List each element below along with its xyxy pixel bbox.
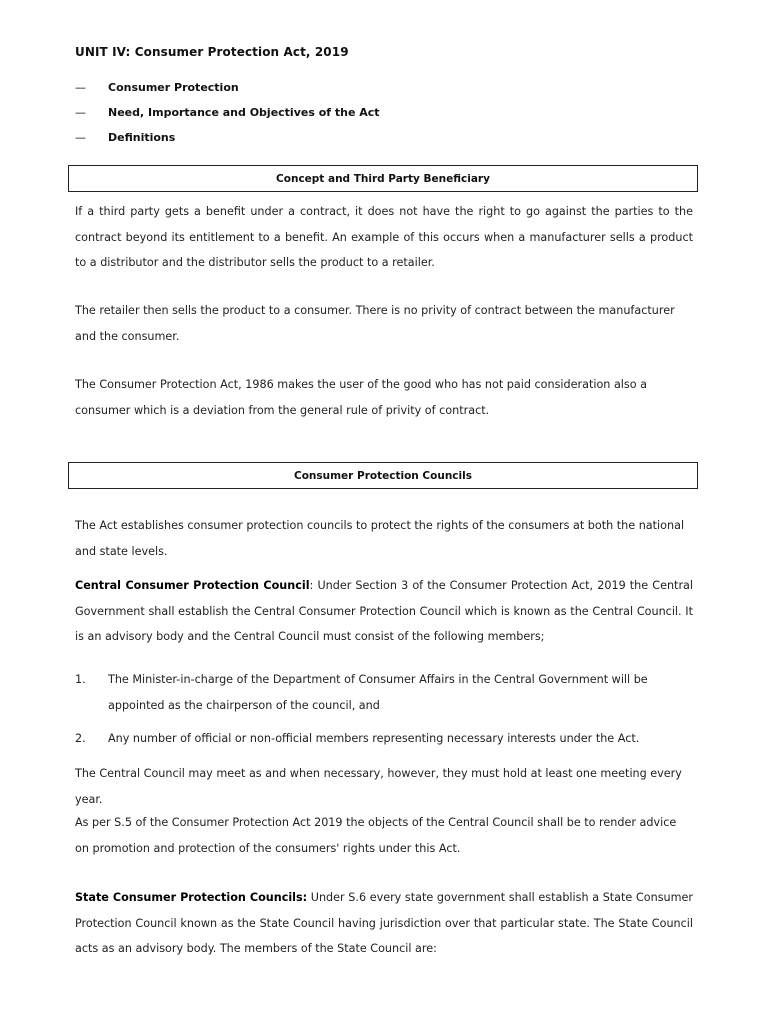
list-number: 1. (75, 673, 86, 686)
paragraph-retailer: The retailer then sells the product to a consumer. There is no privity of contract between the manufacturer and the consumer. (75, 304, 675, 343)
paragraph-cpa-1986: The Consumer Protection Act, 1986 makes the user of the good who has not paid consideration also a consumer which is a deviation from the general rule of privity of contract. (75, 378, 648, 417)
paragraph-state-council (75, 885, 693, 962)
toc-dash: — (75, 106, 86, 119)
toc-dash: — (75, 81, 86, 94)
paragraph-central-objects: As per S.5 of the Consumer Protection Act 2019 the objects of the Central Council shall be to render advice on promotion and protection of the consumers' rights under this Act. (75, 816, 677, 855)
list-text: Any number of official or non-official members representing necessary interests under the Act. (108, 732, 640, 745)
section-heading-concept: Concept and Third Party Beneficiary (68, 165, 698, 192)
list-text: The Minister-in-charge of the Department of Consumer Affairs in the Central Government will be appointed as the chairperson of the council, and (108, 673, 648, 712)
toc-item (75, 106, 380, 119)
section-heading-councils: Consumer Protection Councils (68, 462, 698, 489)
toc-item (75, 131, 175, 144)
toc-label: Definitions (108, 131, 176, 144)
toc-item (75, 81, 239, 94)
paragraph-third-party: If a third party gets a benefit under a contract, it does not have the right to go against the parties to the contract beyond its entitlement to a benefit. An example of this occurs when a manufacturer sells a product to a distributor and the distributor sells the product to a retailer. (75, 205, 693, 269)
page-title: UNIT IV: Consumer Protection Act, 2019 (75, 45, 349, 59)
list-item (75, 726, 693, 752)
central-council-text: Under Section 3 of the Consumer Protection Act, 2019 the Central Government shall establish the Central Consumer Protection Council which is known as the Central Council. It is an advisory body and the Central Council must consist of the following members; (75, 579, 694, 643)
paragraph-central-council: Central Consumer Protection Council: Under Section 3 of the Consumer Protection Act, 2019 the Central Government shall establish the Central Consumer Protection Council which is known as the Central Council. It is an advisory body and the Central Council must consist of the following members; (75, 579, 694, 643)
list-number: 2. (75, 732, 86, 745)
paragraph-central-meeting: The Central Council may meet as and when necessary, however, they must hold at least one meeting every year. (75, 767, 682, 806)
toc-label: Need, Importance and Objectives of the Act (108, 106, 380, 119)
paragraph-councils-intro: The Act establishes consumer protection councils to protect the rights of the consumers at both the national and state levels. (75, 519, 685, 558)
state-council-label: State Consumer Protection Councils: (75, 891, 308, 904)
state-council-text: Under S.6 every state government shall establish a State Consumer Protection Council known as the State Council having jurisdiction over that particular state. The State Council acts as an advisory body. The members of the State Council are: (75, 891, 693, 955)
toc-dash: — (75, 131, 86, 144)
list-item (75, 667, 693, 718)
central-council-label: Central Consumer Protection Council (75, 579, 310, 592)
toc-label: Consumer Protection (108, 81, 239, 94)
